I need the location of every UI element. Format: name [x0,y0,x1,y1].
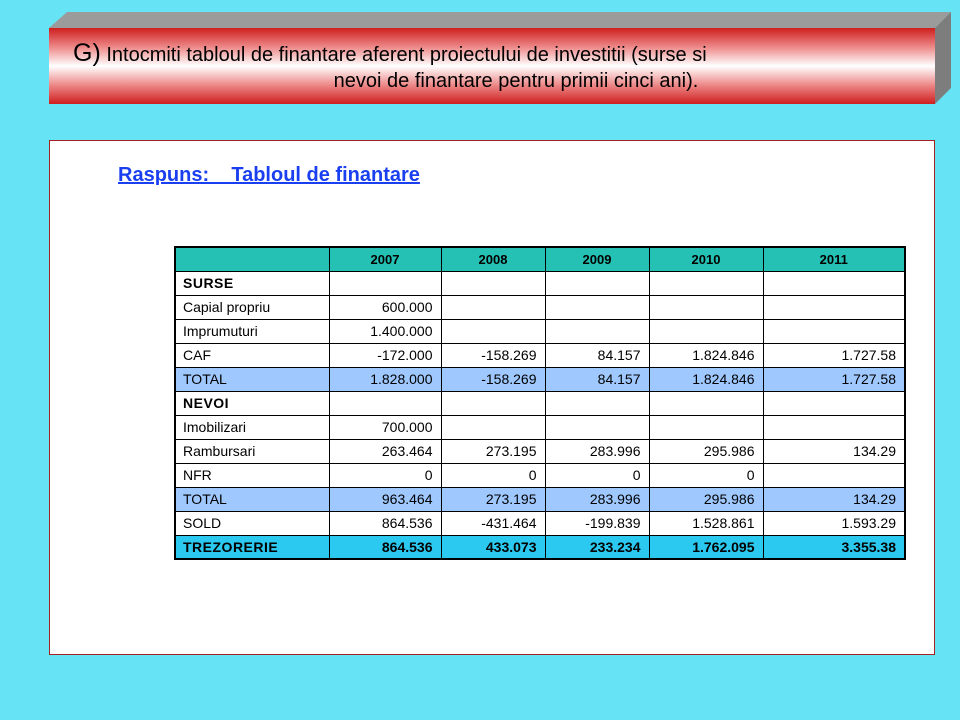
value-cell [763,391,905,415]
value-cell: 1.727.58 [763,343,905,367]
table-row [175,319,905,343]
row-label: NEVOI [175,391,329,415]
row-label: Capial propriu [175,295,329,319]
value-cell: 1.593.29 [763,511,905,535]
value-cell [329,271,441,295]
table-row [175,343,905,367]
value-cell: 1.824.846 [649,367,763,391]
header-year: 2008 [441,247,545,271]
value-cell: 0 [545,463,649,487]
title-line-2: nevoi de finantare pentru primii cinci ani). [333,70,699,92]
title-line-1 [73,40,919,68]
value-cell: 3.355.38 [763,535,905,559]
table-row [175,535,905,559]
value-cell [649,295,763,319]
table-row [175,463,905,487]
value-cell: 0 [649,463,763,487]
value-cell: 84.157 [545,343,649,367]
header-year: 2010 [649,247,763,271]
answer-heading: Raspuns: Tabloul de finantare [118,164,420,186]
value-cell [545,415,649,439]
title-prefix: G) [73,39,101,67]
value-cell: 263.464 [329,439,441,463]
value-cell [763,295,905,319]
value-cell [441,271,545,295]
value-cell: 1.400.000 [329,319,441,343]
value-cell: -431.464 [441,511,545,535]
row-label: SOLD [175,511,329,535]
value-cell: 273.195 [441,487,545,511]
row-label: SURSE [175,271,329,295]
value-cell: 433.073 [441,535,545,559]
value-cell: 0 [441,463,545,487]
table-header-row [175,247,905,271]
title-text-1: Intocmiti tabloul de finantare aferent proiectului de investitii (surse si [106,44,707,66]
value-cell: 295.986 [649,487,763,511]
value-cell [649,415,763,439]
financing-table-container [174,246,896,576]
value-cell [649,391,763,415]
table-row [175,295,905,319]
value-cell: 295.986 [649,439,763,463]
value-cell: -158.269 [441,343,545,367]
value-cell [763,319,905,343]
value-cell [649,271,763,295]
value-cell [545,295,649,319]
value-cell: 1.528.861 [649,511,763,535]
value-cell: 700.000 [329,415,441,439]
value-cell [545,319,649,343]
value-cell [329,391,441,415]
header-year: 2007 [329,247,441,271]
value-cell: 0 [329,463,441,487]
value-cell [441,295,545,319]
value-cell: -172.000 [329,343,441,367]
row-label: Imobilizari [175,415,329,439]
financing-table [174,246,906,560]
value-cell: 1.762.095 [649,535,763,559]
value-cell [545,391,649,415]
value-cell: 84.157 [545,367,649,391]
value-cell [763,415,905,439]
row-label: NFR [175,463,329,487]
table-row [175,487,905,511]
value-cell: 864.536 [329,535,441,559]
value-cell: -199.839 [545,511,649,535]
row-label: TREZORERIE [175,535,329,559]
value-cell: 1.828.000 [329,367,441,391]
value-cell: 963.464 [329,487,441,511]
value-cell: 134.29 [763,487,905,511]
title-banner-top-face [49,12,951,28]
header-empty-cell [175,247,329,271]
value-cell: 134.29 [763,439,905,463]
value-cell: 1.824.846 [649,343,763,367]
header-year: 2009 [545,247,649,271]
value-cell: 1.727.58 [763,367,905,391]
table-row [175,391,905,415]
value-cell [545,271,649,295]
table-row [175,415,905,439]
table-row [175,439,905,463]
header-year: 2011 [763,247,905,271]
value-cell: 233.234 [545,535,649,559]
value-cell: 600.000 [329,295,441,319]
value-cell: 273.195 [441,439,545,463]
value-cell: 283.996 [545,439,649,463]
value-cell: 864.536 [329,511,441,535]
value-cell [763,463,905,487]
value-cell [441,415,545,439]
row-label: Rambursari [175,439,329,463]
value-cell: -158.269 [441,367,545,391]
value-cell [763,271,905,295]
row-label: CAF [175,343,329,367]
value-cell [649,319,763,343]
value-cell: 283.996 [545,487,649,511]
value-cell [441,319,545,343]
row-label: TOTAL [175,367,329,391]
table-row [175,271,905,295]
row-label: Imprumuturi [175,319,329,343]
table-row [175,367,905,391]
title-banner [49,28,935,104]
table-row [175,511,905,535]
title-banner-side-face [935,12,951,104]
value-cell [441,391,545,415]
row-label: TOTAL [175,487,329,511]
